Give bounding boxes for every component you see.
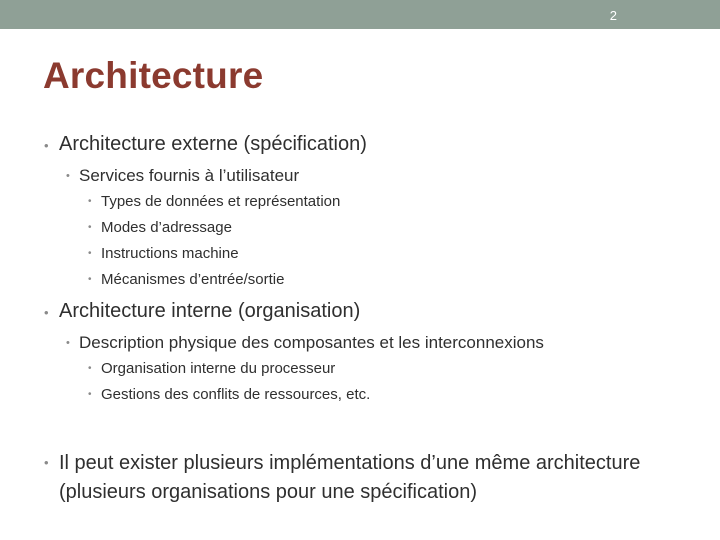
- bullet-dot-icon: •: [88, 248, 92, 259]
- bullet-text: Services fournis à l’utilisateur: [79, 166, 300, 185]
- bullet-level2: [66, 333, 544, 353]
- bullet-text: Architecture externe (spécification): [59, 133, 367, 155]
- bullet-level3: [88, 360, 336, 378]
- bullet-dot-icon: •: [44, 455, 49, 470]
- page-number: 2: [609, 8, 617, 23]
- bullet-dot-icon: •: [88, 196, 92, 207]
- bullet-dot-icon: •: [44, 305, 49, 320]
- bullet-level3: [88, 245, 239, 263]
- bullet-dot-icon: •: [44, 138, 49, 153]
- slide-title: Architecture: [43, 55, 264, 96]
- bullet-dot-icon: •: [88, 222, 92, 233]
- bullet-level3: [88, 193, 341, 211]
- bullet-level3: [88, 271, 285, 289]
- bullet-text: Architecture interne (organisation): [59, 300, 361, 322]
- bullet-level1: [44, 300, 361, 324]
- bullet-text: Types de données et représentation: [101, 193, 341, 210]
- bullet-text: Gestions des conflits de ressources, etc.: [101, 386, 371, 403]
- bullet-text: Description physique des composantes et les interconnexions: [79, 333, 544, 352]
- bullet-level1: [44, 449, 699, 507]
- bullet-dot-icon: •: [88, 274, 92, 285]
- bullet-text: Organisation interne du processeur: [101, 360, 336, 377]
- bullet-text: Instructions machine: [101, 245, 239, 262]
- bullet-dot-icon: •: [88, 363, 92, 374]
- bullet-level3: [88, 386, 371, 404]
- bullet-text: Mécanismes d’entrée/sortie: [101, 271, 285, 288]
- bullet-dot-icon: •: [88, 389, 92, 400]
- bullet-dot-icon: •: [66, 337, 70, 349]
- bullet-text: Modes d’adressage: [101, 219, 232, 236]
- bullet-level2: [66, 166, 300, 186]
- bullet-text: Il peut exister plusieurs implémentations d’une même architecture (plusieurs organisations pour une spécification): [59, 452, 641, 503]
- bullet-dot-icon: •: [66, 170, 70, 182]
- bullet-level3: [88, 219, 232, 237]
- bullet-level1: [44, 133, 367, 157]
